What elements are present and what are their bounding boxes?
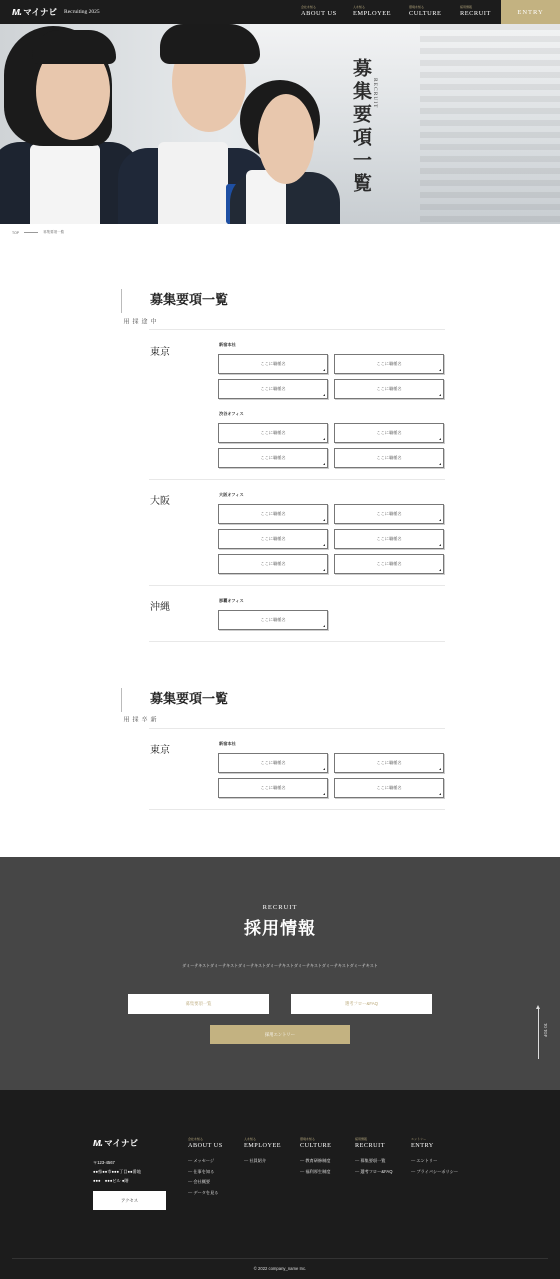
nav-employee-en: EMPLOYEE (353, 10, 392, 17)
job-link[interactable]: ここに職種名 (334, 379, 444, 399)
breadcrumb-top[interactable]: TOP (12, 230, 20, 235)
footer-link[interactable]: — 選考フロー&FAQ (355, 1167, 392, 1178)
footer-col-jp: 会社を知る (188, 1137, 204, 1141)
side-divider (121, 289, 122, 313)
footer-col-en[interactable]: RECRUIT (355, 1142, 385, 1149)
job-link[interactable]: ここに職種名 (218, 423, 328, 443)
zip-code: 〒123-4567 (93, 1160, 115, 1165)
nav-employee-jp: 人を知る (353, 5, 366, 9)
divider (149, 809, 445, 810)
nav-recruit-jp: 採用情報 (460, 5, 473, 9)
office-label: 新宿本社 (219, 741, 236, 746)
nav-recruit[interactable] (460, 5, 491, 17)
footer-col-recruit (355, 1137, 392, 1177)
address-line-2: ●●● ●●●ビル ●階 (93, 1178, 129, 1183)
logo-mark: ᴍ. (12, 6, 22, 18)
footer-col-jp: エントリー (411, 1137, 427, 1141)
nav-culture-jp: 環境を知る (409, 5, 425, 9)
footer-divider (12, 1258, 548, 1259)
entry-button[interactable]: ENTRY (501, 0, 560, 24)
arrow-up-icon (536, 1005, 540, 1009)
city-osaka: 大阪 (150, 496, 170, 507)
section-title: 募集要項一覧 (150, 292, 229, 307)
logo-name: マイナビ (23, 7, 58, 17)
footer-logo[interactable] (93, 1137, 138, 1149)
recruit-title: 採用情報 (244, 919, 316, 938)
copyright: © 2022 company_name Inc. (253, 1266, 307, 1271)
footer-link[interactable]: — プライバシーポリシー (411, 1167, 458, 1178)
nav-recruit-en: RECRUIT (460, 10, 491, 17)
job-list-button[interactable]: 募集要項一覧 (128, 994, 269, 1014)
footer-link[interactable]: — エントリー (411, 1156, 458, 1167)
divider (149, 728, 445, 729)
breadcrumb-current: 募集要項一覧 (43, 230, 65, 234)
job-link[interactable]: ここに職種名 (334, 423, 444, 443)
logo[interactable] (12, 6, 100, 18)
office-label: 那覇オフィス (219, 598, 244, 603)
footer-link[interactable]: — メッセージ (188, 1156, 223, 1167)
job-link[interactable]: ここに職種名 (218, 753, 328, 773)
job-link[interactable]: ここに職種名 (334, 354, 444, 374)
job-link[interactable]: ここに職種名 (218, 448, 328, 468)
job-link[interactable]: ここに職種名 (218, 354, 328, 374)
footer-link[interactable]: — 会社概要 (188, 1177, 223, 1188)
job-link[interactable]: ここに職種名 (218, 554, 328, 574)
footer-link[interactable]: — データを見る (188, 1188, 223, 1199)
nav-culture-en: CULTURE (409, 10, 442, 17)
hero-image (0, 24, 560, 224)
job-link[interactable]: ここに職種名 (218, 529, 328, 549)
side-label: 新卒採用 (122, 716, 155, 723)
footer-col-en[interactable]: EMPLOYEE (244, 1142, 281, 1149)
footer-address (93, 1158, 141, 1185)
footer-link[interactable]: — 福利厚生制度 (300, 1167, 331, 1178)
office-label: 大阪オフィス (219, 492, 244, 497)
selection-flow-button[interactable]: 選考フロー&FAQ (291, 994, 432, 1014)
section-title: 募集要項一覧 (150, 691, 229, 706)
recruit-entry-button[interactable]: 採用エントリー (210, 1025, 350, 1044)
breadcrumb (12, 230, 64, 235)
footer-link[interactable]: — 社員紹介 (244, 1156, 281, 1167)
divider (149, 329, 445, 330)
office-label: 新宿本社 (219, 342, 236, 347)
footer-logo-name: マイナビ (104, 1138, 139, 1148)
breadcrumb-separator (24, 232, 38, 233)
recruiting-label: Recruiting 2025 (64, 9, 100, 15)
footer-col-employee (244, 1137, 281, 1167)
nav-employee[interactable] (353, 5, 391, 17)
site-header (0, 0, 560, 24)
access-button[interactable]: アクセス (93, 1191, 166, 1210)
footer-col-jp: 人を知る (244, 1137, 257, 1141)
nav-culture[interactable] (409, 5, 441, 17)
footer-col-entry (411, 1137, 458, 1177)
nav-about-en: ABOUT US (301, 10, 337, 17)
side-label: 中途採用 (122, 318, 155, 325)
hero-title: 募集要項一覧 (350, 58, 371, 196)
job-link[interactable]: ここに職種名 (218, 778, 328, 798)
nav-about-jp: 会社を知る (301, 5, 317, 9)
footer-col-about (188, 1137, 223, 1198)
footer-logo-mark: ᴍ. (93, 1137, 103, 1149)
job-link[interactable]: ここに職種名 (334, 529, 444, 549)
job-link[interactable]: ここに職種名 (218, 610, 328, 630)
job-link[interactable]: ここに職種名 (218, 504, 328, 524)
footer-col-en[interactable]: ABOUT US (188, 1142, 223, 1149)
footer-col-jp: 採用情報 (355, 1137, 368, 1141)
footer-col-jp: 環境を知る (300, 1137, 316, 1141)
job-link[interactable]: ここに職種名 (334, 753, 444, 773)
to-top-button[interactable] (534, 1007, 548, 1059)
job-link[interactable]: ここに職種名 (334, 778, 444, 798)
divider (149, 479, 445, 480)
job-link[interactable]: ここに職種名 (218, 379, 328, 399)
footer-col-en[interactable]: CULTURE (300, 1142, 332, 1149)
footer-link[interactable]: — 募集要項一覧 (355, 1156, 392, 1167)
footer-link[interactable]: — 仕事を知る (188, 1167, 223, 1178)
nav-about[interactable] (301, 5, 337, 17)
to-top-label: TO TOP (543, 1023, 548, 1037)
job-link[interactable]: ここに職種名 (334, 448, 444, 468)
city-okinawa: 沖縄 (150, 602, 170, 613)
site-footer (0, 1090, 560, 1279)
hero-blinds (420, 24, 560, 224)
recruit-description: ダミーテキストダミーテキストダミーテキストダミーテキストダミーテキストダミーテキストダミーテキスト (182, 963, 378, 968)
footer-col-culture (300, 1137, 331, 1177)
job-link[interactable]: ここに職種名 (334, 504, 444, 524)
divider (149, 641, 445, 642)
divider (149, 585, 445, 586)
to-top-line (538, 1007, 539, 1059)
city-tokyo: 東京 (150, 347, 170, 358)
office-label: 渋谷オフィス (219, 411, 244, 416)
job-link[interactable]: ここに職種名 (334, 554, 444, 574)
side-divider (121, 688, 122, 712)
address-line-1: ●●県●●市●●●丁目●●番地 (93, 1169, 141, 1174)
hero-subtitle: RECRUIT (372, 78, 378, 109)
footer-link[interactable]: — 教育研修制度 (300, 1156, 331, 1167)
city-tokyo: 東京 (150, 745, 170, 756)
recruit-section (0, 857, 560, 1090)
recruit-label: RECRUIT (262, 904, 298, 911)
footer-col-en[interactable]: ENTRY (411, 1142, 434, 1149)
